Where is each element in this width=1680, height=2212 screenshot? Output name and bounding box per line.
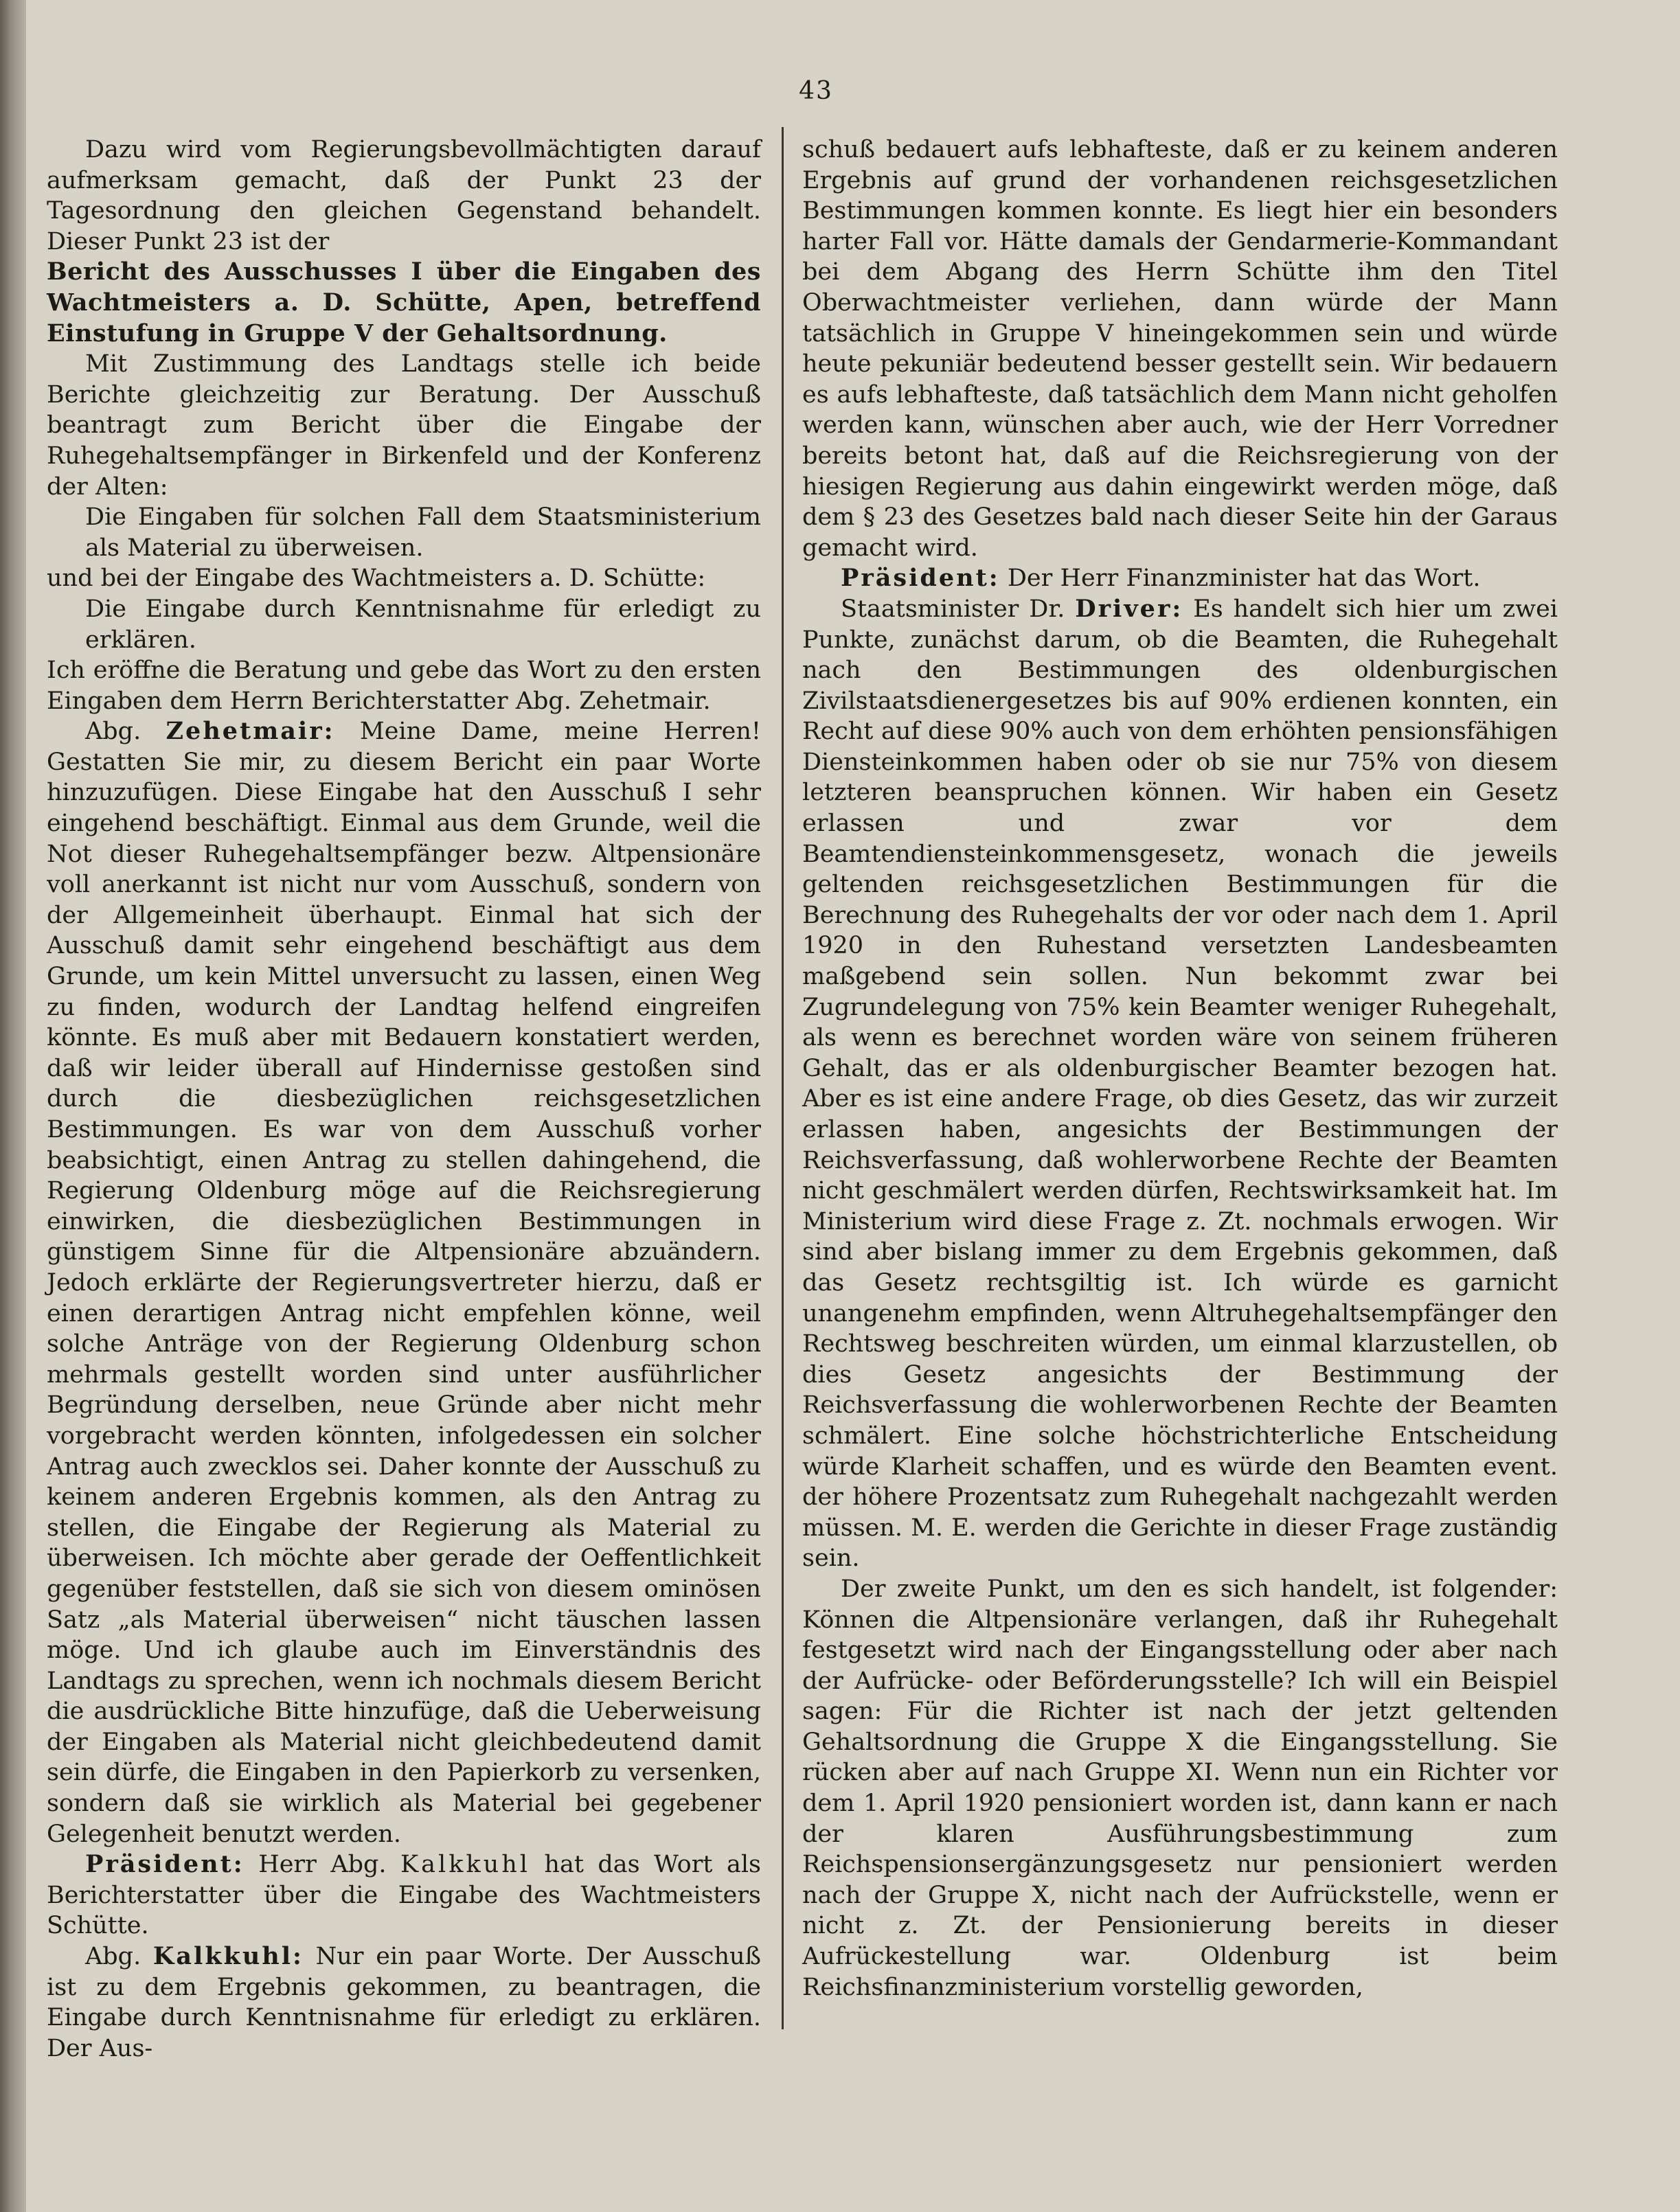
speech-text: Nur ein paar Worte. Der Ausschuß ist zu dem Ergebnis gekommen, zu beantragen, die Eingabe durch Kenntnisnahme für erledigt zu erklären. Der Aus- [47, 1943, 761, 2062]
paragraph: Der zweite Punkt, um den es sich handelt, ist folgender: Können die Altpensionäre verlangen, daß ihr Ruhegehalt festgesetzt wird nach der Eingangsstellung oder aber nach der Aufrücke- oder Beförderungsstelle? Ich will ein Beispiel sagen: Für die Richter ist nach der jetzt geltenden Gehaltsordnung die Gruppe X die Eingangsstellung. Sie rücken aber auf nach Gruppe XI. Wenn nun ein Richter vor dem 1. April 1920 pensioniert worden ist, dann kann er nach der klaren Ausführungsbestimmung zum Reichspensionsergänzungsgesetz nur pensioniert werden nach der Gruppe X, nicht nach der Aufrückstelle, wenn er nicht z. Zt. der Pensionierung bereits in dieser Aufrückestellung war. Oldenburg ist beim Reichsfinanzministerium vorstellig geworden, [802, 1575, 1558, 2001]
document-page [26, 0, 1680, 2212]
page-number: 43 [799, 77, 833, 105]
speech-kalkkuhl [47, 1941, 761, 2064]
spaced-name: Kalkkuhl [400, 1851, 530, 1879]
page-binding-edge [0, 0, 26, 2212]
speaker-prefix: Abg. [85, 718, 141, 746]
speech-text: Der Herr Finanzminister hat das Wort. [1007, 565, 1481, 593]
speaker-prefix: Staatsminister Dr. [841, 595, 1065, 623]
paragraph: und bei der Eingabe des Wachtmeisters a. D. Schütte: [47, 565, 706, 593]
paragraph: Ich eröffne die Beratung und gebe das Wort zu den ersten Eingaben dem Herrn Berichterstatter Abg. Zehetmair. [47, 657, 761, 715]
speaker-name: Kalkkuhl: [152, 1942, 304, 1971]
speech-text: Es handelt sich hier um zwei Punkte, zunächst darum, ob die Beamten, die Ruhegehalt nach den Bestimmungen des oldenburgischen Zivilstaatsdienergesetzes bis auf 90% erdienen konnten, ein Recht auf diese 90% auch von dem erhöhten pensionsfähigen Diensteinkommen haben oder ob sie nur 75% von diesem letzteren beanspruchen können. Wir haben ein Gesetz erlassen und zwar vor dem Beamtendiensteinkommensgesetz, wonach die jeweils geltenden reichsgesetzlichen Bestimmungen für die Berechnung des Ruhegehalts der vor oder nach dem 1. April 1920 in den Ruhestand versetzten Landesbeamten maßgebend sein sollen. Nun bekommt zwar bei Zugrundelegung von 75% kein Beamter weniger Ruhegehalt, als wenn es berechnet worden wäre von seinem früheren Gehalt, das er als oldenburgischer Beamter bezogen hat. Aber es ist eine andere Frage, ob dies Gesetz, das wir zurzeit erlassen haben, angesichts der Bestimmungen der Reichsverfassung, daß wohlerworbene Rechte der Beamten nicht geschmälert werden dürfen, Rechtswirksamkeit hat. Im Ministerium wird diese Frage z. Zt. nochmals erwogen. Wir sind aber bislang immer zu dem Ergebnis gekommen, daß das Gesetz rechtsgiltig ist. Ich würde es garnicht unangenehm empfinden, wenn Altruhegehaltsempfänger den Rechtsweg beschreiten würden, um einmal klarzustellen, ob dies Gesetz angesichts der Bestimmung der Reichsverfassung die wohlerworbenen Rechte der Beamten schmälert. Eine solche höchstrichterliche Entscheidung würde Klarheit schaffen, und es würde den Beamten event. der höhere Prozentsatz zum Ruhegehalt nachgezahlt werden müssen. M. E. werden die Gerichte in dieser Frage zuständig sein. [802, 595, 1558, 1573]
speaker-name: Driver: [1075, 594, 1183, 623]
left-column [47, 135, 761, 2064]
speech-text: hat das Wort als Berichterstatter über die Eingabe des Wachtmeisters Schütte. [47, 1851, 761, 1940]
speech-praesident [802, 563, 1558, 594]
paragraph: schuß bedauert aufs lebhafteste, daß er zu keinem anderen Ergebnis auf grund der vorhandenen reichsgesetzlichen Bestimmungen kommen konnte. Es liegt hier ein besonders harter Fall vor. Hätte damals der Gendarmerie-Kommandant bei dem Abgang des Herrn Schütte ihm den Titel Oberwachtmeister verliehen, dann würde der Mann tatsächlich in Gruppe V hineingekommen sein und würde heute pekuniär bedeutend besser gestellt sein. Wir bedauern es aufs lebhafteste, daß tatsächlich dem Mann nicht geholfen werden kann, wünschen aber auch, wie der Herr Vorredner bereits betont hat, daß auf die Reichsregierung von der hiesigen Regierung aus dahin eingewirkt werden möge, daß dem § 23 des Gesetzes bald nach dieser Seite hin der Garaus gemacht wird. [802, 136, 1558, 562]
right-column [802, 135, 1558, 2003]
speaker-name: Präsident: [85, 1850, 245, 1879]
speech-text: Herr Abg. [258, 1851, 387, 1879]
paragraph: Mit Zustimmung des Landtags stelle ich beide Berichte gleichzeitig zur Beratung. Der Ausschuß beantragt zum Bericht über die Eingabe der Ruhegehaltsempfänger in Birkenfeld und der Konferenz der Alten: [47, 350, 761, 501]
speech-text: Meine Dame, meine Herren! Gestatten Sie mir, zu diesem Bericht ein paar Worte hinzuzufügen. Diese Eingabe hat den Ausschuß I sehr eingehend beschäftigt. Einmal aus dem Grunde, weil die Not dieser Ruhegehaltsempfänger bezw. Altpensionäre voll anerkannt ist nicht nur vom Ausschuß, sondern von der Allgemeinheit überhaupt. Einmal hat sich der Ausschuß damit sehr eingehend beschäftigt aus dem Grunde, um kein Mittel unversucht zu lassen, einen Weg zu finden, wodurch der Landtag helfend eingreifen könnte. Es muß aber mit Bedauern konstatiert werden, daß wir leider überall auf Hindernisse gestoßen sind durch die diesbezüglichen reichsgesetzlichen Bestimmungen. Es war von dem Ausschuß vorher beabsichtigt, einen Antrag zu stellen dahingehend, die Regierung Oldenburg möge auf die Reichsregierung einwirken, die diesbezüglichen Bestimmungen in günstigem Sinne für die Altpensionäre abzuändern. Jedoch erklärte der Regierungsvertreter hierzu, daß er einen derartigen Antrag nicht empfehlen könne, weil solche Anträge von der Regierung Oldenburg schon mehrmals gestellt worden sind unter ausführlicher Begründung derselben, neue Gründe aber nicht mehr vorgebracht werden könnten, infolgedessen ein solcher Antrag auch zwecklos sei. Daher konnte der Ausschuß zu keinem anderen Ergebnis kommen, als den Antrag zu stellen, die Eingabe der Regierung als Material zu überweisen. Ich möchte aber gerade der Oeffentlichkeit gegenüber feststellen, daß sie sich von diesem ominösen Satz „als Material überweisen“ nicht täuschen lassen möge. Und ich glaube auch im Einverständnis des Landtags zu sprechen, wenn ich nochmals diesem Bericht die ausdrückliche Bitte hinzufüge, daß die Ueberweisung der Eingaben als Material nicht gleichbedeutend damit sein dürfe, die Eingaben in den Papierkorb zu versenken, sondern daß sie wirklich als Material bei gegebener Gelegenheit benutzt werden. [47, 718, 761, 1848]
speech-driver [802, 594, 1558, 1574]
speaker-name: Zehetmair: [166, 717, 335, 746]
speech-praesident [47, 1849, 761, 1941]
speaker-prefix: Abg. [85, 1943, 141, 1971]
speech-zehetmair [47, 716, 761, 1849]
motion-quote: Die Eingaben für solchen Fall dem Staatsministerium als Material zu überweisen. [85, 503, 761, 562]
column-divider [782, 127, 784, 2029]
paragraph: Dazu wird vom Regierungsbevollmächtigten darauf aufmerksam gemacht, daß der Punkt 23 der Tagesordnung den gleichen Gegenstand behandelt. Dieser Punkt 23 ist der [47, 136, 761, 255]
motion-quote: Die Eingabe durch Kenntnisnahme für erledigt zu erklären. [85, 595, 761, 654]
speaker-name: Präsident: [841, 564, 1000, 593]
report-heading: Bericht des Ausschusses I über die Eingaben des Wachtmeisters a. D. Schütte, Apen, betreffend Einstufung in Gruppe V der Gehaltsordnung. [47, 258, 761, 347]
